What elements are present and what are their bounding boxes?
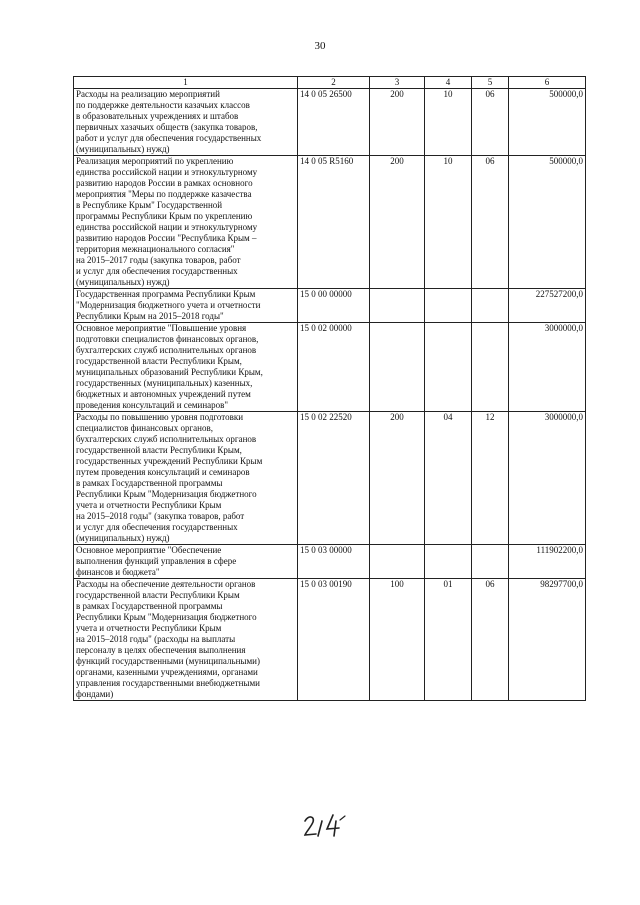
- cell-name: Расходы на реализацию мероприятий по поддержке деятельности казачьих классов в образовательных учреждениях и штабов первичных хазачьих обществ (закупка товаров, работ и услуг для обеспечения государственных (муниципальных) нужд): [74, 89, 298, 156]
- cell-subsection: [472, 323, 509, 412]
- table-header-row: [74, 77, 586, 89]
- column-header: 3: [370, 77, 425, 89]
- column-header: 5: [472, 77, 509, 89]
- table-row: [74, 579, 586, 701]
- cell-subsection: [472, 545, 509, 579]
- cell-amount: 98297700,0: [509, 579, 586, 701]
- table-row: [74, 289, 586, 323]
- cell-target-code: 15 0 00 00000: [298, 289, 370, 323]
- cell-target-code: 15 0 03 00190: [298, 579, 370, 701]
- cell-expense-type: 200: [370, 412, 425, 545]
- cell-section: [425, 545, 472, 579]
- budget-table: [73, 76, 586, 701]
- cell-name: Расходы по повышению уровня подготовки специалистов финансовых органов, бухгалтерских служб исполнительных органов государственной власти Республики Крым, государственных учреждений Республики Крым путем проведения консультаций и семинаров в рамках Государственной программы Республики Крым "Модернизация бюджетного учета и отчетности Республики Крым на 2015–2018 годы" (закупка товаров, работ и услуг для обеспечения государственных (муниципальных) нужд): [74, 412, 298, 545]
- cell-subsection: [472, 289, 509, 323]
- table-row: [74, 89, 586, 156]
- page-number: 30: [314, 40, 326, 52]
- cell-amount: 3000000,0: [509, 323, 586, 412]
- cell-name: Основное мероприятие "Обеспечение выполнения функций управления в сфере финансов и бюджета": [74, 545, 298, 579]
- cell-subsection: 06: [472, 156, 509, 289]
- cell-expense-type: [370, 545, 425, 579]
- cell-subsection: 12: [472, 412, 509, 545]
- column-header: 4: [425, 77, 472, 89]
- cell-name: Расходы на обеспечение деятельности органов государственной власти Республики Крым в рамках Государственной программы Республики Крым "Модернизация бюджетного учета и отчетности Республики Крым на 2015–2018 годы" (расходы на выплаты персоналу в целях обеспечения выполнения функций государственными (муниципальными) органами, казенными учреждениями, органами управления государственными внебюджетными фондами): [74, 579, 298, 701]
- cell-name: Основное мероприятие "Повышение уровня подготовки специалистов финансовых органов, бухгалтерских служб исполнительных органов государственной власти Республики Крым, муниципальных образований Республики Крым, государственных (муниципальных) казенных, бюджетных и автономных учреждений путем проведения консультаций и семинаров": [74, 323, 298, 412]
- table-row: [74, 156, 586, 289]
- cell-amount: 111902200,0: [509, 545, 586, 579]
- cell-amount: 500000,0: [509, 156, 586, 289]
- cell-section: 10: [425, 89, 472, 156]
- cell-expense-type: 200: [370, 156, 425, 289]
- cell-section: 10: [425, 156, 472, 289]
- cell-amount: 500000,0: [509, 89, 586, 156]
- cell-section: 04: [425, 412, 472, 545]
- cell-subsection: 06: [472, 579, 509, 701]
- cell-target-code: 14 0 05 26500: [298, 89, 370, 156]
- column-header: 2: [298, 77, 370, 89]
- cell-expense-type: 100: [370, 579, 425, 701]
- cell-amount: 3000000,0: [509, 412, 586, 545]
- table-row: [74, 323, 586, 412]
- table-body: [74, 89, 586, 701]
- table-row: [74, 545, 586, 579]
- cell-target-code: 14 0 05 R5160: [298, 156, 370, 289]
- cell-name: Государственная программа Республики Крым "Модернизация бюджетного учета и отчетности Республики Крым на 2015–2018 годы": [74, 289, 298, 323]
- cell-amount: 227527200,0: [509, 289, 586, 323]
- cell-name: Реализация мероприятий по укреплению единства российской нации и этнокультурному развитию народов России в рамках основного мероприятия "Меры по поддержке казачества в Республике Крым" Государственной программы Республики Крым по укреплению единства российской нации и этнокультурному развитию народов России "Республика Крым – территория межнационального согласия" на 2015–2017 годы (закупка товаров, работ и услуг для обеспечения государственных (муниципальных) нужд): [74, 156, 298, 289]
- cell-section: 01: [425, 579, 472, 701]
- cell-expense-type: [370, 289, 425, 323]
- column-header: 1: [74, 77, 298, 89]
- cell-target-code: 15 0 03 00000: [298, 545, 370, 579]
- cell-target-code: 15 0 02 00000: [298, 323, 370, 412]
- table-row: [74, 412, 586, 545]
- handwritten-page-mark: [302, 812, 348, 838]
- cell-expense-type: [370, 323, 425, 412]
- cell-section: [425, 323, 472, 412]
- cell-section: [425, 289, 472, 323]
- column-header: 6: [509, 77, 586, 89]
- cell-expense-type: 200: [370, 89, 425, 156]
- cell-target-code: 15 0 02 22520: [298, 412, 370, 545]
- cell-subsection: 06: [472, 89, 509, 156]
